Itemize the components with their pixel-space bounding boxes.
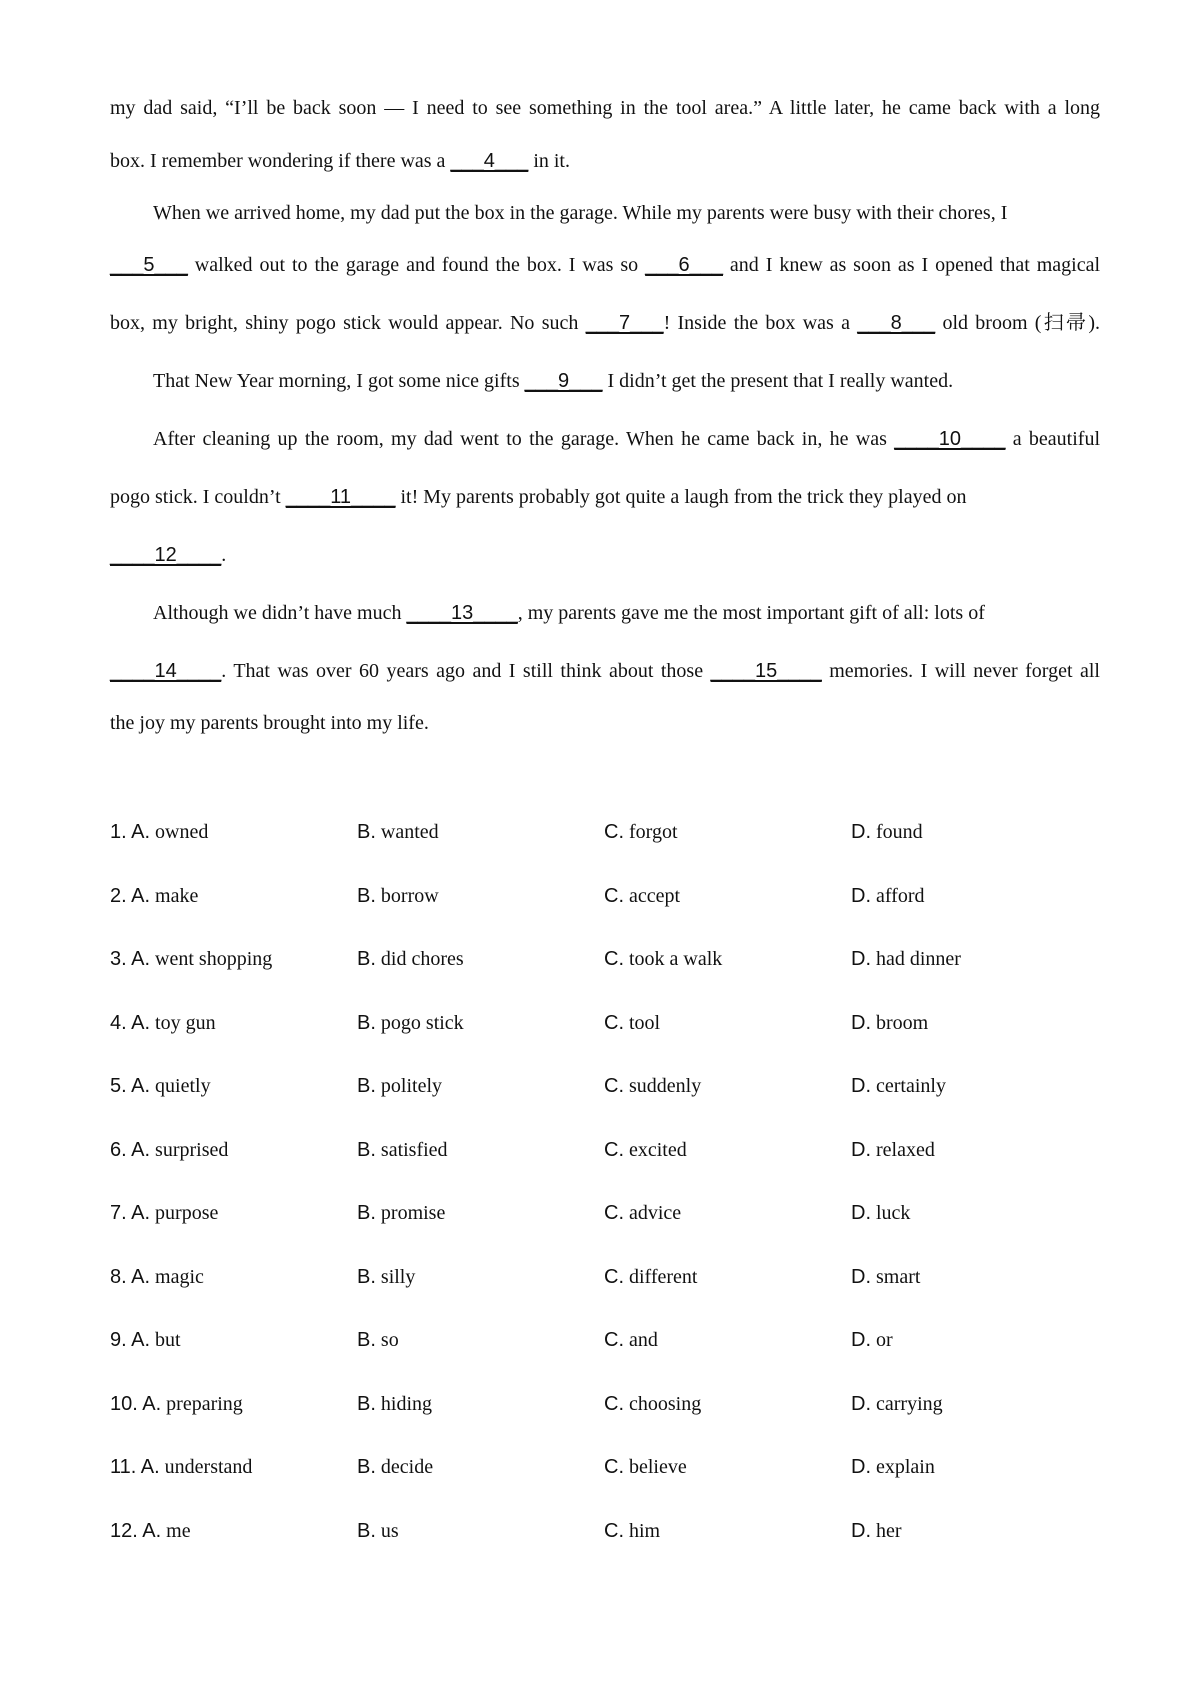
option-d[interactable]: D. explain	[851, 1456, 935, 1478]
option-c[interactable]: C. choosing	[604, 1392, 702, 1415]
blank-5: ___5___	[110, 254, 188, 276]
passage-line: ____14____. That was over 60 years ago and I still think about those ____15____ memories. I will never forget all	[110, 660, 1100, 682]
option-a[interactable]: 10. A. preparing	[110, 1392, 243, 1415]
option-b[interactable]: B. decide	[357, 1456, 434, 1478]
passage-line: my dad said, “I’ll be back soon — I need to see something in the tool area.” A little later, he came back with a long	[110, 97, 1100, 119]
option-b[interactable]: B. satisfied	[357, 1138, 448, 1161]
option-d[interactable]: D. carrying	[851, 1392, 943, 1415]
option-b[interactable]: B. so	[357, 1329, 399, 1351]
option-d[interactable]: D. smart	[851, 1265, 921, 1288]
option-a[interactable]: 5. A. quietly	[110, 1075, 211, 1097]
question-row	[110, 812, 1110, 876]
option-c[interactable]: C. took a walk	[604, 948, 723, 970]
option-b[interactable]: B. hiding	[357, 1392, 433, 1415]
blank-14: ____14____	[110, 660, 222, 682]
question-row	[110, 1193, 1110, 1257]
option-c[interactable]: C. tool	[604, 1011, 661, 1034]
option-a[interactable]: 3. A. went shopping	[110, 948, 273, 970]
option-a[interactable]: 2. A. make	[110, 884, 199, 907]
option-a[interactable]: 6. A. surprised	[110, 1138, 229, 1161]
blank-4: ___4___	[450, 150, 529, 172]
option-d[interactable]: D. relaxed	[851, 1138, 935, 1161]
option-b[interactable]: B. borrow	[357, 884, 439, 907]
option-b[interactable]: B. promise	[357, 1202, 446, 1224]
option-c[interactable]: C. advice	[604, 1202, 682, 1224]
option-c[interactable]: C. believe	[604, 1456, 687, 1478]
option-a[interactable]: 9. A. but	[110, 1329, 181, 1351]
passage-line: the joy my parents brought into my life.	[110, 712, 429, 734]
passage-line: box. I remember wondering if there was a ___4___ in it.	[110, 150, 570, 172]
passage-line: When we arrived home, my dad put the box in the garage. While my parents were busy with their chores, I	[153, 202, 1008, 224]
question-row	[110, 1066, 1110, 1130]
passage-line: pogo stick. I couldn’t ____11____ it! My parents probably got quite a laugh from the trick they played on	[110, 486, 967, 508]
option-d[interactable]: D. certainly	[851, 1075, 946, 1097]
passage-line: box, my bright, shiny pogo stick would appear. No such ___7___! Inside the box was a ___8___ old broom (扫帚).	[110, 312, 1101, 334]
option-b[interactable]: B. politely	[357, 1075, 443, 1097]
blank-6: ___6___	[645, 254, 723, 276]
question-row	[110, 876, 1110, 940]
option-d[interactable]: D. afford	[851, 884, 925, 907]
blank-10: ____10____	[894, 428, 1006, 450]
option-a[interactable]: 11. A. understand	[110, 1456, 253, 1478]
passage-line: ___5___ walked out to the garage and found the box. I was so ___6___ and I knew as soon as I opened that magical	[110, 254, 1101, 276]
passage-line: That New Year morning, I got some nice gifts ___9___ I didn’t get the present that I really wanted.	[153, 370, 954, 392]
blank-9: ___9___	[524, 370, 603, 392]
question-row	[110, 1320, 1110, 1384]
blank-15: ____15____	[710, 660, 822, 682]
option-c[interactable]: C. suddenly	[604, 1075, 702, 1097]
passage-line: Although we didn’t have much ____13____, my parents gave me the most important gift of all: lots of	[153, 602, 985, 624]
passage-line: ____12____.	[110, 544, 227, 566]
passage-line: After cleaning up the room, my dad went to the garage. When he came back in, he was ____10____ a beautiful	[153, 428, 1100, 450]
option-a[interactable]: 12. A. me	[110, 1519, 191, 1542]
option-b[interactable]: B. wanted	[357, 821, 439, 843]
option-b[interactable]: B. us	[357, 1519, 399, 1542]
option-b[interactable]: B. silly	[357, 1265, 416, 1288]
blank-12: ____12____	[110, 544, 222, 566]
option-d[interactable]: D. or	[851, 1329, 893, 1351]
option-a[interactable]: 1. A. owned	[110, 821, 209, 843]
option-c[interactable]: C. accept	[604, 884, 681, 907]
option-b[interactable]: B. pogo stick	[357, 1011, 464, 1034]
option-d[interactable]: D. had dinner	[851, 948, 961, 970]
option-d[interactable]: D. broom	[851, 1011, 929, 1034]
option-d[interactable]: D. her	[851, 1519, 902, 1542]
answer-options	[110, 812, 1110, 1574]
option-d[interactable]: D. luck	[851, 1202, 911, 1224]
blank-13: ____13____	[406, 602, 518, 624]
option-c[interactable]: C. forgot	[604, 821, 678, 843]
blank-7: ___7___	[585, 312, 664, 334]
option-c[interactable]: C. and	[604, 1329, 658, 1351]
reading-passage	[110, 88, 1100, 755]
question-row	[110, 1257, 1110, 1321]
question-row	[110, 1511, 1110, 1575]
question-row	[110, 1384, 1110, 1448]
question-row	[110, 1447, 1110, 1511]
option-a[interactable]: 4. A. toy gun	[110, 1011, 216, 1034]
option-c[interactable]: C. him	[604, 1519, 661, 1542]
option-a[interactable]: 7. A. purpose	[110, 1202, 219, 1224]
option-d[interactable]: D. found	[851, 821, 923, 843]
question-row	[110, 939, 1110, 1003]
option-a[interactable]: 8. A. magic	[110, 1265, 204, 1288]
blank-11: ____11____	[285, 486, 396, 508]
option-b[interactable]: B. did chores	[357, 948, 464, 970]
option-c[interactable]: C. different	[604, 1265, 698, 1288]
question-row	[110, 1003, 1110, 1067]
blank-8: ___8___	[857, 312, 936, 334]
option-c[interactable]: C. excited	[604, 1138, 687, 1161]
question-row	[110, 1130, 1110, 1194]
